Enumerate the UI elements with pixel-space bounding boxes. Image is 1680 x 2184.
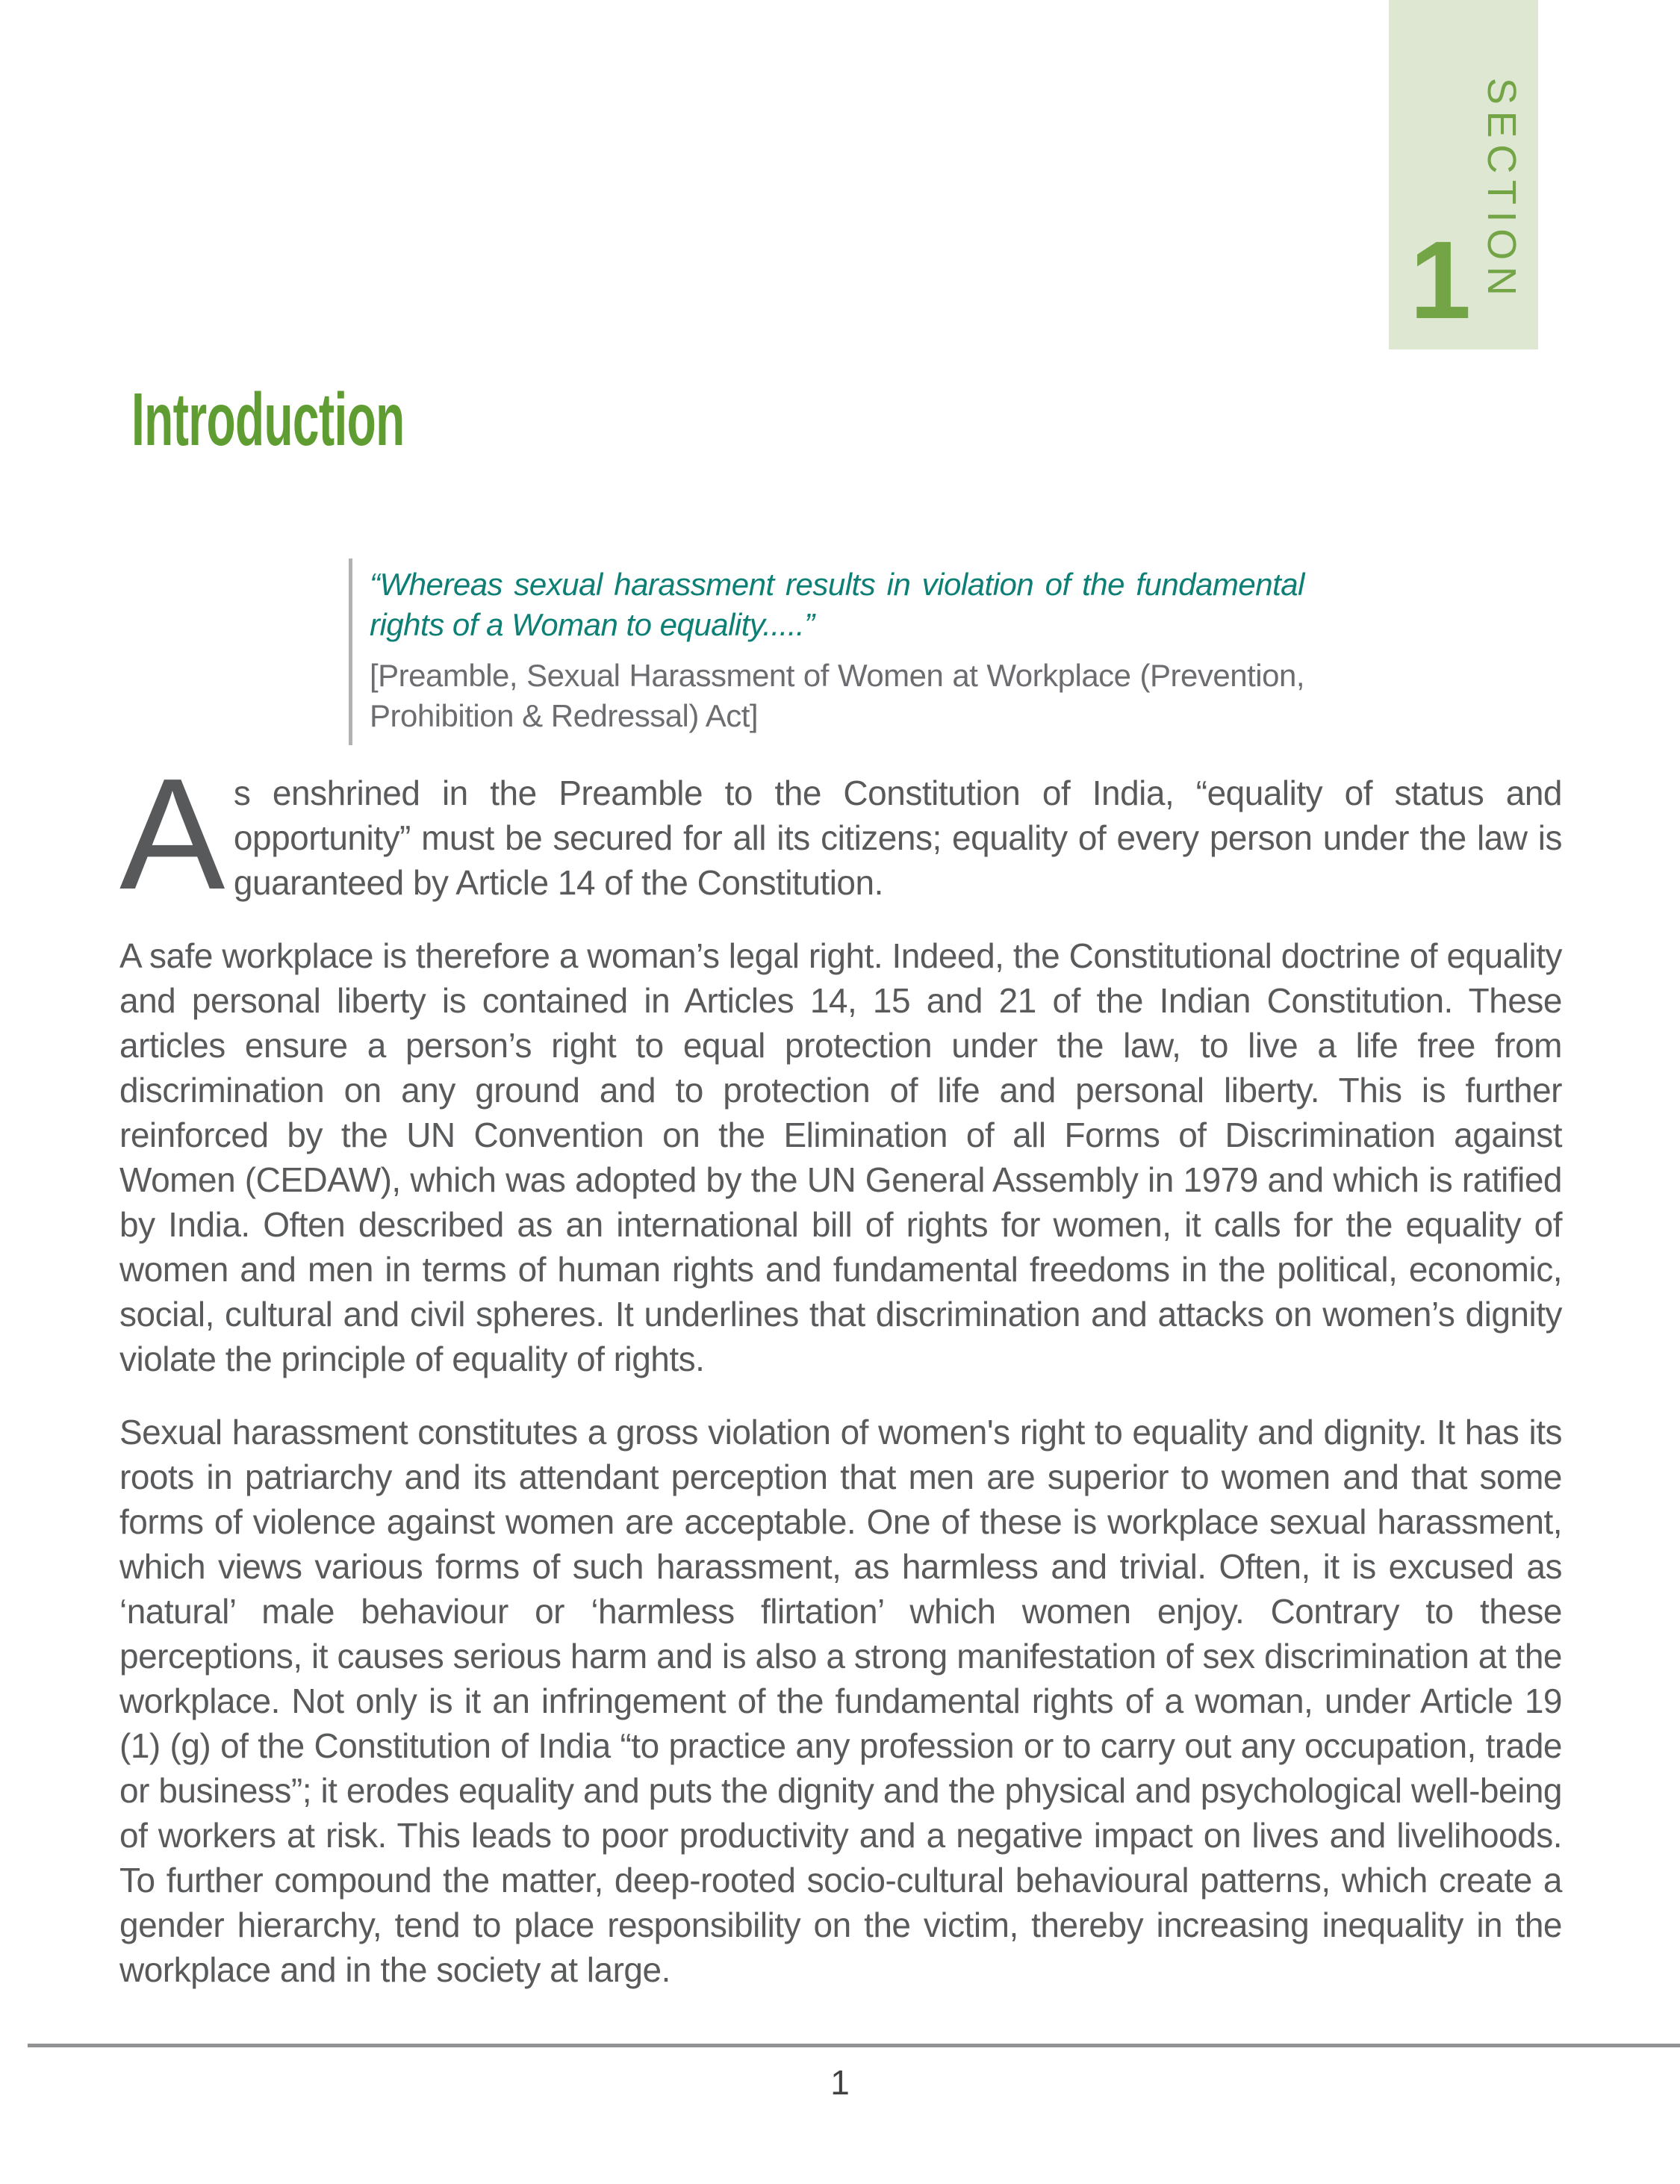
quote-text: “Whereas sexual harassment results in violation of the fundamental rights of a Woman to equality.....”	[370, 567, 1304, 642]
paragraph-1: A safe workplace is therefore a woman’s legal right. Indeed, the Constitutional doctrine of equality and personal liberty is contained in Articles 14, 15 and 21 of the Indian Constitution. These articles ensure a person’s right to equal protection under the law, to live a life free from discrimination on any ground and to protection of life and personal liberty. This is further reinforced by the UN Convention on the Elimination of all Forms of Discrimination against Women (CEDAW), which was adopted by the UN General Assembly in 1979 and which is ratified by India. Often described as an international bill of rights for women, it calls for the equality of women and men in terms of human rights and fundamental freedoms in the political, economic, social, cultural and civil spheres. It underlines that discrimination and attacks on women’s dignity violate the principle of equality of rights.	[119, 936, 1562, 1378]
section-banner	[1389, 0, 1538, 349]
page-number: 1	[830, 2063, 850, 2102]
body-content	[119, 745, 1562, 2020]
preamble-quote-block	[349, 559, 1304, 745]
footer-divider	[28, 2044, 1680, 2047]
paragraph-dropcap-text: s enshrined in the Preamble to the Constitution of India, “equality of status and opportunity” must be secured for all its citizens; equality of every person under the law is guaranteed by Article 14 of the Constitution.	[233, 774, 1562, 902]
dropcap-letter: A	[119, 745, 225, 922]
paragraph-2: Sexual harassment constitutes a gross violation of women's right to equality and dignity. It has its roots in patriarchy and its attendant perception that men are superior to women and that some forms of violence against women are acceptable. One of these is workplace sexual harassment, which views various forms of such harassment, as harmless and trivial. Often, it is excused as ‘natural’ male behaviour or ‘harmless flirtation’ which women enjoy. Contrary to these perceptions, it causes serious harm and is also a strong manifestation of sex discrimination at the workplace. Not only is it an infringement of the fundamental rights of a woman, under Article 19 (1) (g) of the Constitution of India “to practice any profession or to carry out any occupation, trade or business”; it erodes equality and puts the dignity and the physical and psychological well-being of workers at risk. This leads to poor productivity and a negative impact on lives and livelihoods. To further compound the matter, deep-rooted socio-cultural behavioural patterns, which create a gender hierarchy, tend to place responsibility on the victim, thereby increasing inequality in the workplace and in the society at large.	[119, 1413, 1562, 1989]
page-title: Introduction	[131, 378, 405, 461]
quote-citation: [Preamble, Sexual Harassment of Women at Workplace (Prevention, Prohibition & Redressal) Act]	[370, 658, 1304, 733]
paragraph-dropcap	[119, 745, 1562, 922]
section-label: SECTION	[1479, 78, 1524, 302]
section-number: 1	[1410, 219, 1472, 342]
